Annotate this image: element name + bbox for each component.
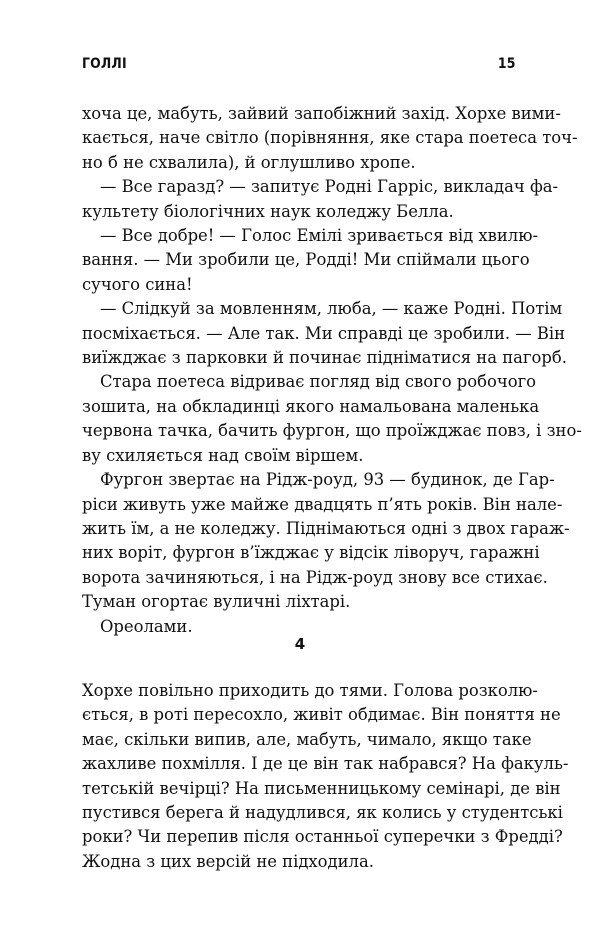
paragraph (82, 370, 582, 468)
text-line: ворота зачиняються, і на Рідж-роуд знову все стихає. (82, 567, 548, 587)
text-line: хоча це, мабуть, зайвий запобіжний захід. Хорхе вими- (82, 104, 561, 123)
section-number: 4 (294, 635, 306, 653)
text-line: виїжджає з парковки й починає підніматися на пагорб. (82, 348, 567, 368)
body-text-after (82, 679, 569, 874)
paragraph (82, 679, 569, 874)
text-line: ється, в роті пересохло, живіт обдимає. Він поняття не (82, 705, 561, 725)
text-line: тетській вечірці? На письменницькому семінарі, де він (82, 778, 561, 798)
text-line: пустився берега й надудлився, як колись у студентські (82, 803, 563, 823)
text-line: Ореолами. (100, 616, 193, 636)
text-line: Фургон звертає на Рідж-роуд, 93 — будинок, де Гар- (100, 470, 555, 490)
text-line: роки? Чи перепив після останньої суперечки з Фредді? (82, 827, 563, 847)
paragraph (82, 297, 567, 370)
body-text-before (82, 102, 582, 639)
text-line: — Все добре! — Голос Емілі зривається від хвилю- (100, 226, 539, 246)
text-line: культету біологічних наук коледжу Белла. (82, 201, 454, 221)
text-line: Жодна з цих версій не підходила. (82, 851, 374, 871)
text-line: Туман огортає вуличні ліхтарі. (82, 592, 351, 612)
running-head (82, 56, 516, 78)
text-line: — Все гаразд? — запитує Родні Гарріс, викладач фа- (100, 177, 559, 197)
text-line: посміхається. — Але так. Ми справді це зробили. — Він (82, 323, 566, 343)
text-line: ріси живуть уже майже двадцять п’ять років. Він нале- (82, 494, 563, 514)
text-line: них воріт, фургон в’їжджає у відсік ліворуч, гаражні (82, 543, 540, 563)
paragraph (82, 102, 578, 175)
text-line: но б не схвалила), й оглушливо хропе. (82, 152, 416, 172)
paragraph (82, 468, 570, 614)
text-line: зошита, на обкладинці якого намальована маленька (82, 396, 540, 416)
text-line: кається, наче світло (порівняння, яке стара поетеса точ- (82, 128, 578, 148)
paragraph (82, 175, 559, 224)
text-line: вання. — Ми зробили це, Родді! Ми спіймали цього (82, 250, 530, 270)
text-line: має, скільки випив, але, мабуть, чимало, якщо таке (82, 729, 532, 749)
text-line: жахливе похмілля. І де це він так набрався? На факуль- (82, 754, 569, 774)
text-line: ву схиляється над своїм віршем. (82, 445, 364, 465)
page-number: 15 (498, 56, 516, 72)
text-line: сучого сина! (82, 274, 193, 294)
paragraph (82, 224, 539, 297)
text-line: Стара поетеса відриває погляд від свого робочого (100, 372, 537, 392)
text-line: Хорхе повільно приходить до тями. Голова розколю- (82, 681, 538, 700)
text-line: жить їм, а не коледжу. Піднімаються одні з двох гараж- (82, 518, 570, 538)
text-line: червона тачка, бачить фургон, що проїжджає повз, і зно- (82, 421, 582, 441)
running-title: ГОЛЛІ (82, 56, 127, 72)
text-line: — Слідкуй за мовленням, люба, — каже Родні. Потім (100, 299, 563, 319)
